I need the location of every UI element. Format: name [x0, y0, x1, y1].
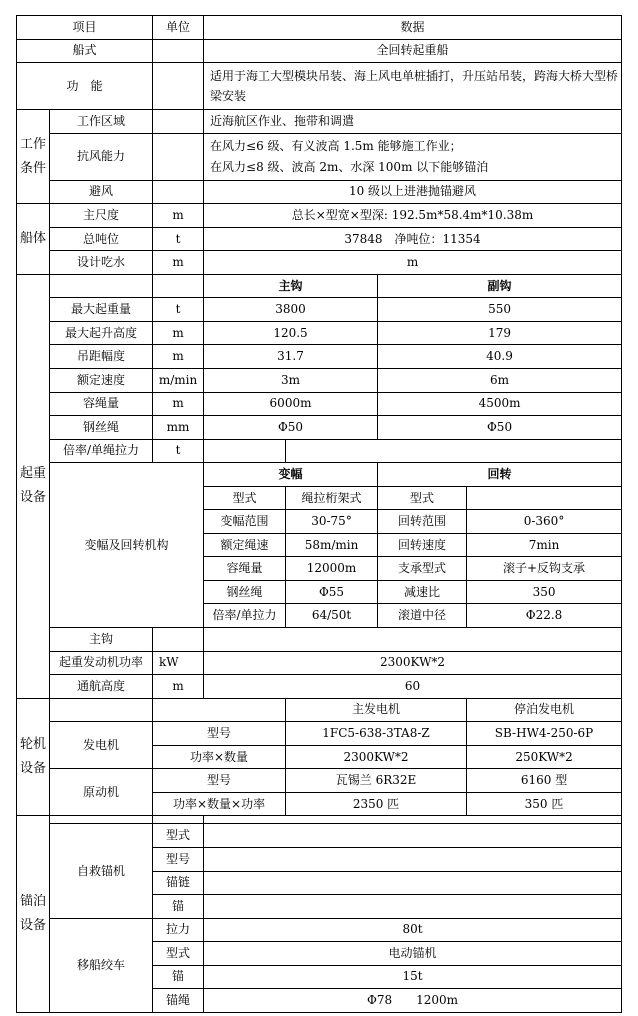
lift-row	[17, 345, 622, 369]
windlass-value	[204, 847, 622, 871]
function-row	[17, 63, 622, 110]
shelter-value: 10 级以上进港抛锚避风	[204, 180, 622, 204]
windlass-key: 锚	[153, 895, 204, 919]
slew-value: 滚子+反钩支承	[467, 557, 622, 581]
lift-row	[17, 298, 622, 322]
work-area-value: 近海航区作业、拖带和调遣	[204, 110, 622, 134]
ship-type-row	[17, 39, 622, 63]
nav-height-unit: m	[153, 675, 204, 699]
prime-mover-model-anchor: 6160 型	[467, 769, 622, 793]
winch-key: 锚	[153, 965, 204, 989]
lift-label: 倍率/单绳拉力	[50, 439, 153, 463]
windlass-value	[204, 871, 622, 895]
luff-value: Φ55	[286, 580, 378, 604]
tonnage-label: 总吨位	[50, 227, 153, 251]
lift-row	[17, 439, 622, 463]
generator-power-main: 2300KW*2	[286, 745, 467, 769]
lift-label: 额定速度	[50, 369, 153, 393]
slew-key: 回转范围	[378, 510, 467, 534]
tonnage-value: 37848 净吨位：11354	[204, 227, 622, 251]
lift-row	[17, 321, 622, 345]
shelter-row	[17, 180, 622, 204]
lift-aux: 4500m	[378, 392, 622, 416]
hook-header-row	[17, 274, 622, 298]
slew-value: 7min	[467, 533, 622, 557]
lift-label: 吊距幅度	[50, 345, 153, 369]
lifting-group: 起重设备	[17, 274, 50, 698]
winch-row	[17, 918, 622, 942]
luff-key: 容绳量	[204, 557, 286, 581]
slew-value: 0-360°	[467, 510, 622, 534]
engine-power-unit: kW	[153, 651, 204, 675]
slew-value: 350	[467, 580, 622, 604]
anchor-gen-title: 停泊发电机	[467, 698, 622, 722]
work-area-label: 工作区域	[50, 110, 153, 134]
luff-key: 变幅范围	[204, 510, 286, 534]
dimensions-value: 总长×型宽×型深: 192.5m*58.4m*10.38m	[204, 204, 622, 228]
winch-value: 15t	[204, 965, 622, 989]
generator-header-row	[17, 698, 622, 722]
slew-key: 滚道中径	[378, 604, 467, 628]
winch-label: 移船绞车	[50, 918, 153, 1012]
lift-row	[17, 416, 622, 440]
lift-main: 6000m	[204, 392, 378, 416]
anchoring-group: 锚泊设备	[17, 816, 50, 1012]
wind-line-2: 在风力≤8 级、波高 2m、水深 100m 以下能够锚泊	[210, 159, 489, 174]
lift-label: 最大起重量	[50, 298, 153, 322]
lift-unit: t	[153, 439, 204, 463]
lift-main: 31.7	[204, 345, 378, 369]
function-label: 功 能	[17, 63, 153, 110]
luff-slew-title-row	[17, 463, 622, 487]
draft-unit: m	[153, 251, 204, 275]
lift-main: Φ50	[204, 416, 378, 440]
windlass-value	[204, 824, 622, 848]
nav-height-label: 通航高度	[50, 675, 153, 699]
winch-key: 拉力	[153, 918, 204, 942]
main-gen-title: 主发电机	[286, 698, 467, 722]
engine-power-value: 2300KW*2	[204, 651, 622, 675]
prime-mover-power-main: 2350 匹	[286, 792, 467, 816]
prime-mover-model-row	[17, 769, 622, 793]
slew-key: 回转速度	[378, 533, 467, 557]
luff-key: 倍率/单拉力	[204, 604, 286, 628]
wind-label: 抗风能力	[50, 133, 153, 180]
slew-key: 型式	[378, 486, 467, 510]
ship-type-label: 船式	[17, 39, 153, 63]
slew-key: 减速比	[378, 580, 467, 604]
lift-unit: m	[153, 345, 204, 369]
luff-value: 30-75°	[286, 510, 378, 534]
lift-main: 120.5	[204, 321, 378, 345]
luff-value: 64/50t	[286, 604, 378, 628]
lift-row	[17, 369, 622, 393]
windlass-key: 型号	[153, 847, 204, 871]
lift-unit: t	[153, 298, 204, 322]
lift-aux: 550	[378, 298, 622, 322]
luff-key: 额定绳速	[204, 533, 286, 557]
winch-value: 电动锚机	[204, 942, 622, 966]
slew-value: Φ22.8	[467, 604, 622, 628]
draft-label: 设计吃水	[50, 251, 153, 275]
wind-row	[17, 133, 622, 180]
hull-dimensions-row	[17, 204, 622, 228]
slew-key: 支承型式	[378, 557, 467, 581]
header-row	[17, 16, 622, 40]
prime-mover-model-label: 型号	[153, 769, 286, 793]
lift-aux: 40.9	[378, 345, 622, 369]
generator-model-row	[17, 722, 622, 746]
luff-title: 变幅	[204, 463, 378, 487]
winch-key: 锚绳	[153, 989, 204, 1013]
aux-hook-title: 副钩	[378, 274, 622, 298]
wind-value	[204, 133, 622, 180]
generator-power-anchor: 250KW*2	[467, 745, 622, 769]
engine-power-row	[17, 651, 622, 675]
work-conditions-group: 工作条件	[17, 110, 50, 204]
generator-model-main: 1FC5-638-3TA8-Z	[286, 722, 467, 746]
work-area-row	[17, 110, 622, 134]
luff-slew-label: 变幅及回转机构	[50, 463, 204, 628]
lift-aux: 179	[378, 321, 622, 345]
engine-power-label: 起重发动机功率	[50, 651, 153, 675]
machinery-group: 轮机设备	[17, 698, 50, 816]
main-hook-row	[17, 628, 622, 652]
windlass-key: 型式	[153, 824, 204, 848]
tonnage-unit: t	[153, 227, 204, 251]
lift-label: 最大起升高度	[50, 321, 153, 345]
dimensions-unit: m	[153, 204, 204, 228]
winch-value: Φ78 1200m	[204, 989, 622, 1013]
prime-mover-power-label: 功率×数量×功率	[153, 792, 286, 816]
windlass-row	[17, 824, 622, 848]
generator-label: 发电机	[50, 722, 153, 769]
windlass-key: 锚链	[153, 871, 204, 895]
slew-title: 回转	[378, 463, 622, 487]
luff-value: 12000m	[286, 557, 378, 581]
generator-power-label: 功率×数量	[153, 745, 286, 769]
main-hook-title: 主钩	[204, 274, 378, 298]
spacer-row	[17, 816, 622, 824]
ship-type-value: 全回转起重船	[204, 39, 622, 63]
header-item: 项目	[17, 16, 153, 40]
lift-unit: m	[153, 392, 204, 416]
prime-mover-label: 原动机	[50, 769, 153, 816]
spec-table	[16, 15, 622, 1013]
lift-unit: m/min	[153, 369, 204, 393]
lift-aux: 6m	[378, 369, 622, 393]
header-data: 数据	[204, 16, 622, 40]
luff-value: 绳拉桁架式	[286, 486, 378, 510]
nav-height-value: 60	[204, 675, 622, 699]
winch-key: 型式	[153, 942, 204, 966]
nav-height-row	[17, 675, 622, 699]
lift-unit: m	[153, 321, 204, 345]
prime-mover-model-main: 瓦锡兰 6R32E	[286, 769, 467, 793]
tonnage-row	[17, 227, 622, 251]
lift-main: 3800	[204, 298, 378, 322]
generator-model-label: 型号	[153, 722, 286, 746]
lift-aux: Φ50	[378, 416, 622, 440]
hull-group: 船体	[17, 204, 50, 275]
lift-unit: mm	[153, 416, 204, 440]
function-value: 适用于海工大型模块吊装、海上风电单桩插打，升压站吊装，跨海大桥大型桥梁安装	[204, 63, 622, 110]
draft-value: m	[204, 251, 622, 275]
header-unit: 单位	[153, 16, 204, 40]
main-hook-label: 主钩	[50, 628, 153, 652]
winch-value: 80t	[204, 918, 622, 942]
shelter-label: 避风	[50, 180, 153, 204]
wind-line-1: 在风力≤6 级、有义波高 1.5m 能够施工作业；	[210, 138, 462, 153]
windlass-label: 自救锚机	[50, 824, 153, 918]
luff-key: 钢丝绳	[204, 580, 286, 604]
generator-model-anchor: SB-HW4-250-6P	[467, 722, 622, 746]
lift-label: 容绳量	[50, 392, 153, 416]
draft-row	[17, 251, 622, 275]
windlass-value	[204, 895, 622, 919]
lift-row	[17, 392, 622, 416]
luff-key: 型式	[204, 486, 286, 510]
luff-value: 58m/min	[286, 533, 378, 557]
dimensions-label: 主尺度	[50, 204, 153, 228]
slew-value	[467, 486, 622, 510]
lift-main: 3m	[204, 369, 378, 393]
prime-mover-power-anchor: 350 匹	[467, 792, 622, 816]
lift-label: 钢丝绳	[50, 416, 153, 440]
